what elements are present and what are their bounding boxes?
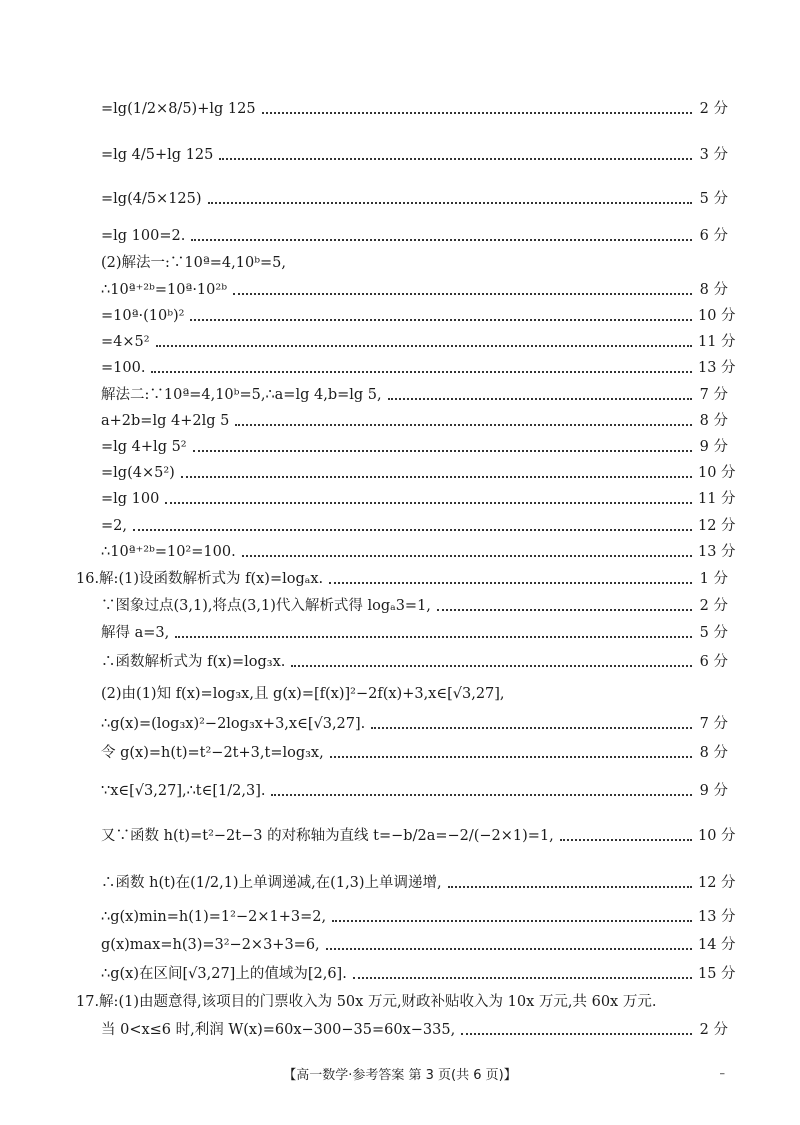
solution-line [0, 992, 800, 1012]
leader-dots [326, 948, 692, 950]
solution-line [0, 869, 800, 897]
line-score: 10 分 [698, 308, 736, 324]
leader-dots [242, 555, 692, 557]
solution-line [0, 596, 800, 616]
line-score: 14 分 [698, 937, 736, 953]
leader-dots [560, 839, 692, 841]
line-text: 17.解:(1)由题意得,该项目的门票收入为 50x 万元,财政补贴收入为 10x 万元,共 60x 万元. [76, 994, 657, 1010]
line-text: ∵x∈[√3,27],∴t∈[1/2,3]. [101, 783, 266, 799]
solution-line [0, 184, 800, 214]
solution-line [0, 684, 800, 704]
leader-dots [448, 886, 692, 888]
leader-dots [175, 636, 692, 638]
line-text: 当 0<x≤6 时,利润 W(x)=60x−300−35=60x−335, [101, 1022, 456, 1038]
line-text: =100. [101, 360, 146, 376]
leader-dots [191, 239, 692, 241]
line-text: =lg(1/2×8/5)+lg 125 [101, 101, 256, 117]
line-text: 令 g(x)=h(t)=t²−2t+3,t=log₃x, [101, 745, 324, 761]
solution-line [0, 1020, 800, 1040]
line-text: ∴10ª⁺²ᵇ=10ª·10²ᵇ [101, 282, 227, 298]
solution-line [0, 907, 800, 927]
line-score: 13 分 [698, 909, 736, 925]
leader-dots [437, 609, 692, 611]
line-text: ∴g(x)min=h(1)=1²−2×1+3=2, [101, 909, 327, 925]
solution-line [0, 542, 800, 562]
line-text: a+2b=lg 4+2lg 5 [101, 413, 230, 429]
leader-dots [181, 476, 692, 478]
leader-dots [219, 158, 692, 160]
line-score: 10 分 [698, 828, 736, 844]
solution-line [0, 385, 800, 405]
line-score: 9 分 [699, 783, 728, 799]
leader-dots [330, 756, 692, 758]
leader-dots [262, 112, 692, 114]
line-score: 9 分 [699, 439, 728, 455]
leader-dots [235, 424, 692, 426]
corner-mark: – [719, 1067, 725, 1080]
solution-line [0, 489, 800, 509]
line-text: =lg(4/5×125) [101, 191, 202, 207]
line-score: 10 分 [698, 465, 736, 481]
line-text: =lg 4/5+lg 125 [101, 147, 214, 163]
line-score: 8 分 [699, 413, 728, 429]
leader-dots [133, 529, 692, 531]
line-text: ∴函数解析式为 f(x)=log₃x. [101, 654, 286, 670]
line-score: 6 分 [699, 654, 728, 670]
line-score: 3 分 [699, 147, 728, 163]
leader-dots [388, 398, 692, 400]
solution-line [0, 463, 800, 483]
line-text: ∴g(x)=(log₃x)²−2log₃x+3,x∈[√3,27]. [101, 716, 366, 732]
line-text: =10ª·(10ᵇ)² [101, 308, 185, 324]
page-footer: 【高一数学·参考答案 第 3 页(共 6 页)】 [283, 1068, 517, 1083]
solution-line [0, 332, 800, 352]
solution-line [0, 822, 800, 850]
leader-dots [233, 293, 692, 295]
leader-dots [156, 345, 692, 347]
line-score: 11 分 [698, 334, 736, 350]
leader-dots [151, 371, 692, 373]
solution-line [0, 714, 800, 734]
solution-line [0, 516, 800, 536]
line-score: 6 分 [699, 228, 728, 244]
line-score: 1 分 [699, 571, 728, 587]
solution-line [0, 623, 800, 643]
line-text: ∵图象过点(3,1),将点(3,1)代入解析式得 logₐ3=1, [101, 598, 431, 614]
solution-line [0, 306, 800, 326]
line-score: 13 分 [698, 360, 736, 376]
line-text: 解得 a=3, [101, 625, 170, 641]
line-score: 8 分 [699, 745, 728, 761]
line-text: =2, [101, 518, 127, 534]
solution-line [0, 652, 800, 672]
solution-line [0, 94, 800, 124]
leader-dots [190, 319, 692, 321]
line-score: 2 分 [699, 101, 728, 117]
line-text: =lg 4+lg 5² [101, 439, 187, 455]
line-text: ∴10ª⁺²ᵇ=10²=100. [101, 544, 236, 560]
solution-line [0, 935, 800, 955]
leader-dots [208, 202, 692, 204]
solution-line [0, 569, 800, 589]
leader-dots [353, 977, 692, 979]
solution-line [0, 358, 800, 378]
line-score: 5 分 [699, 191, 728, 207]
line-score: 2 分 [699, 1022, 728, 1038]
line-score: 15 分 [698, 966, 736, 982]
line-text: 解法二:∵10ª=4,10ᵇ=5,∴a=lg 4,b=lg 5, [101, 387, 382, 403]
line-text: =4×5² [101, 334, 150, 350]
leader-dots [371, 727, 692, 729]
line-text: g(x)max=h(3)=3²−2×3+3=6, [101, 937, 320, 953]
line-text: 16.解:(1)设函数解析式为 f(x)=logₐx. [76, 571, 324, 587]
line-text: ∴函数 h(t)在(1/2,1)上单调递减,在(1,3)上单调递增, [101, 875, 442, 891]
line-score: 7 分 [699, 387, 728, 403]
leader-dots [329, 582, 692, 584]
line-score: 12 分 [698, 518, 736, 534]
solution-line [0, 777, 800, 805]
solution-line [0, 226, 800, 246]
line-score: 7 分 [699, 716, 728, 732]
line-text: =lg 100 [101, 491, 160, 507]
leader-dots [461, 1033, 692, 1035]
line-text: =lg 100=2. [101, 228, 186, 244]
leader-dots [332, 920, 692, 922]
leader-dots [271, 794, 692, 796]
solution-line [0, 253, 800, 273]
leader-dots [165, 502, 692, 504]
line-text: (2)由(1)知 f(x)=log₃x,且 g(x)=[f(x)]²−2f(x)+3,x∈[√3,27], [101, 686, 505, 702]
line-score: 5 分 [699, 625, 728, 641]
line-score: 2 分 [699, 598, 728, 614]
line-text: 又∵函数 h(t)=t²−2t−3 的对称轴为直线 t=−b/2a=−2/(−2×1)=1, [101, 828, 554, 844]
leader-dots [193, 450, 692, 452]
solution-line [0, 743, 800, 763]
line-score: 11 分 [698, 491, 736, 507]
solution-line [0, 411, 800, 431]
solution-line [0, 280, 800, 300]
solution-line [0, 437, 800, 457]
line-score: 12 分 [698, 875, 736, 891]
solution-line [0, 140, 800, 170]
solution-line [0, 964, 800, 984]
line-text: (2)解法一:∵10ª=4,10ᵇ=5, [101, 255, 286, 271]
line-text: ∴g(x)在区间[√3,27]上的值域为[2,6]. [101, 966, 347, 982]
line-score: 13 分 [698, 544, 736, 560]
line-score: 8 分 [699, 282, 728, 298]
leader-dots [291, 665, 692, 667]
line-text: =lg(4×5²) [101, 465, 175, 481]
